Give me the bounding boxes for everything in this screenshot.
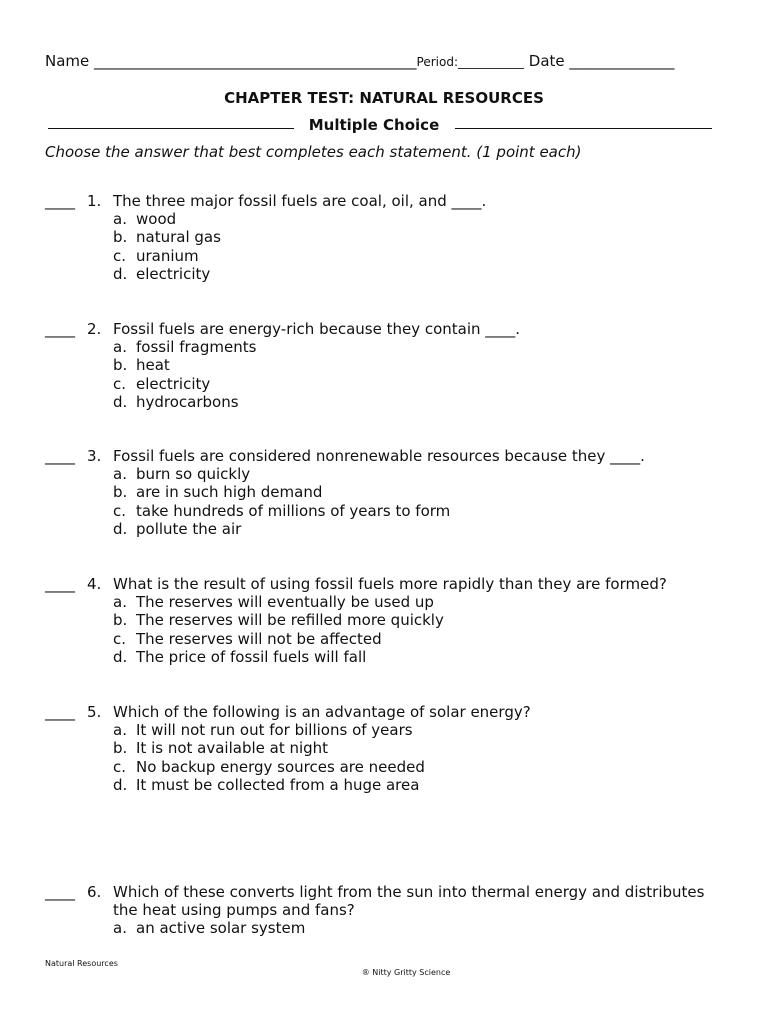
option-b	[113, 611, 444, 629]
option-letter: b.	[113, 739, 128, 758]
date-field-label: Date ______________	[524, 52, 675, 70]
option-text: It must be collected from a huge area	[136, 775, 420, 794]
option-text: It is not available at night	[136, 739, 329, 758]
option-a	[113, 919, 305, 937]
option-c	[113, 758, 425, 776]
question-number: 4.	[87, 575, 102, 593]
option-text: burn so quickly	[136, 465, 251, 484]
option-text: It will not run out for billions of years	[136, 721, 413, 740]
question-text: Fossil fuels are energy-rich because they contain ____.	[113, 320, 521, 338]
option-letter: a.	[113, 338, 127, 357]
question-number: 6.	[87, 883, 102, 901]
option-c	[113, 502, 450, 520]
period-field-label: Period:___________	[416, 55, 524, 69]
question-text: Which of these converts light from the sun into thermal energy and distributes the heat using pumps and fans?	[113, 883, 705, 920]
option-c	[113, 630, 382, 648]
option-letter: b.	[113, 611, 128, 630]
option-text: The price of fossil fuels will fall	[136, 647, 367, 666]
option-letter: c.	[113, 374, 127, 393]
option-text: take hundreds of millions of years to form	[136, 501, 451, 520]
option-text: uranium	[136, 246, 199, 265]
option-text: pollute the air	[136, 519, 242, 538]
question-number: 2.	[87, 320, 102, 338]
option-a	[113, 210, 176, 228]
page-title: CHAPTER TEST: NATURAL RESOURCES	[224, 89, 544, 107]
option-letter: a.	[113, 593, 127, 612]
option-letter: c.	[113, 501, 127, 520]
option-letter: b.	[113, 483, 128, 502]
name-field-label: Name ___________________________________________	[45, 52, 417, 70]
question-text: Fossil fuels are considered nonrenewable resources because they ____.	[113, 447, 645, 465]
option-letter: a.	[113, 919, 127, 938]
option-d	[113, 776, 419, 794]
question-text: The three major fossil fuels are coal, oil, and ____.	[113, 192, 487, 210]
option-text: hydrocarbons	[136, 392, 239, 411]
option-letter: b.	[113, 228, 128, 247]
option-letter: c.	[113, 246, 127, 265]
option-b	[113, 228, 221, 246]
option-text: The reserves will be refilled more quickly	[136, 611, 444, 630]
option-text: wood	[136, 210, 177, 229]
section-heading: Multiple Choice	[308, 116, 440, 134]
option-letter: d.	[113, 519, 128, 538]
option-letter: d.	[113, 264, 128, 283]
answer-blank: ____	[45, 703, 75, 721]
header-fields	[45, 52, 674, 70]
answer-blank: ____	[45, 883, 75, 901]
question-text: Which of the following is an advantage of solar energy?	[113, 703, 531, 721]
option-text: heat	[136, 356, 170, 375]
option-letter: c.	[113, 757, 127, 776]
option-a	[113, 465, 250, 483]
option-b	[113, 739, 328, 757]
answer-blank: ____	[45, 447, 75, 465]
option-d	[113, 648, 366, 666]
option-c	[113, 247, 199, 265]
option-text: fossil fragments	[136, 338, 257, 357]
option-text: are in such high demand	[136, 483, 323, 502]
option-letter: d.	[113, 392, 128, 411]
option-letter: a.	[113, 465, 127, 484]
option-a	[113, 593, 434, 611]
option-letter: d.	[113, 775, 128, 794]
option-letter: c.	[113, 629, 127, 648]
footer-copyright: ® Nitty Gritty Science	[361, 968, 451, 977]
option-letter: d.	[113, 647, 128, 666]
option-text: The reserves will not be affected	[136, 629, 382, 648]
heading-rule-right	[455, 128, 712, 129]
option-b	[113, 356, 170, 374]
question-number: 1.	[87, 192, 102, 210]
option-text: an active solar system	[136, 919, 306, 938]
option-d	[113, 520, 241, 538]
instructions: Choose the answer that best completes each statement. (1 point each)	[45, 143, 582, 161]
option-text: electricity	[136, 264, 211, 283]
option-text: natural gas	[136, 228, 221, 247]
option-d	[113, 393, 239, 411]
answer-blank: ____	[45, 575, 75, 593]
option-text: electricity	[136, 374, 211, 393]
option-d	[113, 265, 210, 283]
option-a	[113, 721, 413, 739]
option-text: The reserves will eventually be used up	[136, 593, 434, 612]
option-a	[113, 338, 256, 356]
option-letter: a.	[113, 210, 127, 229]
option-text: No backup energy sources are needed	[136, 757, 425, 776]
option-b	[113, 483, 322, 501]
question-number: 5.	[87, 703, 102, 721]
option-c	[113, 375, 210, 393]
question-text: What is the result of using fossil fuels more rapidly than they are formed?	[113, 575, 667, 593]
footer-doc-name: Natural Resources	[45, 959, 118, 968]
option-letter: a.	[113, 721, 127, 740]
answer-blank: ____	[45, 320, 75, 338]
option-letter: b.	[113, 356, 128, 375]
question-number: 3.	[87, 447, 102, 465]
answer-blank: ____	[45, 192, 75, 210]
section-heading-row	[45, 116, 713, 136]
